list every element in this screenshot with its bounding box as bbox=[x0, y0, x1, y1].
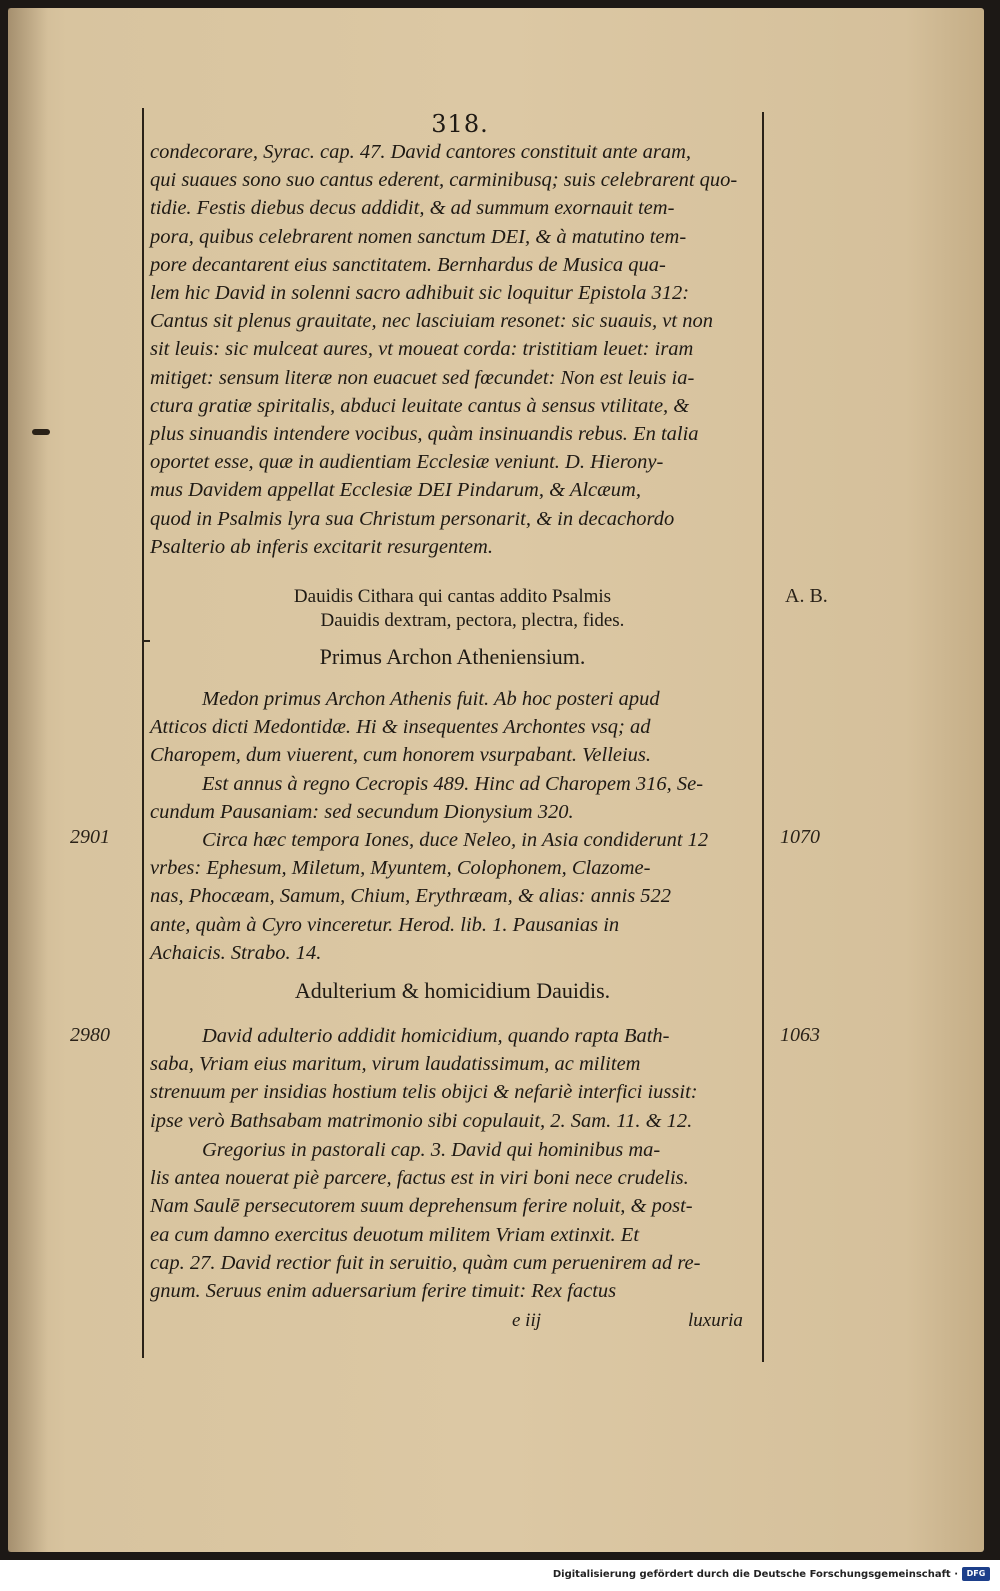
left-rule bbox=[142, 108, 144, 1358]
text-line: Gregorius in pastorali cap. 3. David qui hominibus ma- bbox=[202, 1139, 661, 1161]
signature-mark: e iij bbox=[512, 1310, 542, 1331]
text-line: cundum Pausaniam: sed secundum Dionysium 320. bbox=[150, 801, 574, 824]
verse-line: Dauidis Cithara qui cantas addito Psalmis bbox=[293, 586, 612, 607]
text-line: lis antea nouerat piè parcere, factus est in viri boni nece crudelis. bbox=[150, 1167, 689, 1190]
margin-year-2980: 2980 bbox=[70, 1024, 110, 1046]
text-line: Medon primus Archon Athenis fuit. Ab hoc posteri apud bbox=[202, 688, 660, 710]
text-line: ipse verò Bathsabam matrimonio sibi copulauit, 2. Sam. 11. & 12. bbox=[150, 1109, 693, 1132]
text-line: saba, Vriam eius maritum, virum laudatissimum, ac militem bbox=[150, 1053, 641, 1076]
text-line: quod in Psalmis lyra sua Christum personarit, & in decachordo bbox=[150, 507, 675, 530]
text-line: Est annus à regno Cecropis 489. Hinc ad Charopem 316, Se- bbox=[202, 773, 704, 795]
paragraph-bathsaba bbox=[150, 1022, 755, 1135]
margin-year-2901: 2901 bbox=[70, 826, 110, 848]
paragraph-iones bbox=[150, 826, 755, 967]
text-line: gnum. Seruus enim aduersarium ferire timuit: Rex factus bbox=[150, 1280, 617, 1303]
verse-line: Dauidis dextram, pectora, plectra, fides. bbox=[320, 610, 625, 631]
text-line: strenuum per insidias hostium telis obijci & nefariè interfici iussit: bbox=[150, 1081, 698, 1104]
right-rule bbox=[762, 112, 764, 1362]
paragraph-david-music bbox=[150, 138, 755, 561]
page-number: 318. bbox=[431, 110, 489, 138]
text-line: Circa hæc tempora Iones, duce Neleo, in Asia condiderunt 12 bbox=[202, 829, 709, 851]
text-line: oportet esse, quæ in audientiam Ecclesiæ veniunt. D. Hierony- bbox=[150, 451, 664, 474]
text-line: Achaicis. Strabo. 14. bbox=[150, 941, 322, 964]
text-line: ea cum damno exercitus deuotum militem Vriam extinxit. Et bbox=[150, 1223, 640, 1246]
margin-year-1070: 1070 bbox=[780, 826, 820, 848]
paragraph-gregorius bbox=[150, 1136, 755, 1305]
text-line: tidie. Festis diebus decus addidit, & ad summum exornauit tem- bbox=[150, 197, 675, 220]
section-divider bbox=[142, 640, 150, 642]
footer-credit: Digitalisierung gefördert durch die Deutsche Forschungsgemeinschaft · bbox=[552, 1569, 958, 1580]
text-line: condecorare, Syrac. cap. 47. David cantores constituit ante aram, bbox=[150, 141, 692, 163]
paragraph-medon bbox=[150, 685, 755, 770]
text-line: Cantus sit plenus grauitate, nec lasciuiam resonet: sic suauis, vt non bbox=[150, 310, 713, 333]
text-line: nas, Phocæam, Samum, Chium, Erythræam, & alias: annis 522 bbox=[150, 885, 672, 908]
paragraph-cecrops bbox=[150, 770, 755, 826]
text-line: mitiget: sensum literæ non euacuet sed fœcundet: Non est leuis ia- bbox=[150, 366, 695, 389]
text-line: ante, quàm à Cyro vinceretur. Herod. lib. 1. Pausanias in bbox=[150, 913, 620, 936]
text-line: Nam Saulē persecutorem suum deprehensum ferire noluit, & post- bbox=[150, 1195, 693, 1218]
text-line: pora, quibus celebrarent nomen sanctum DEI, & à matutino tem- bbox=[150, 225, 687, 248]
text-line: plus sinuandis intendere vocibus, quàm insinuandis rebus. En talia bbox=[150, 423, 699, 446]
text-line: qui suaues sono suo cantus ederent, carminibusq; suis celebrarent quo- bbox=[150, 169, 738, 192]
catchword: luxuria bbox=[688, 1310, 743, 1331]
section-heading-archon: Primus Archon Atheniensium. bbox=[319, 644, 586, 669]
text-line: vrbes: Ephesum, Miletum, Myuntem, Colophonem, Clazome- bbox=[150, 857, 651, 880]
text-line: ctura gratiæ spiritalis, abduci leuitate cantus à sensus vtilitate, & bbox=[150, 394, 690, 417]
text-line: Atticos dicti Medontidæ. Hi & insequentes Archontes vsq; ad bbox=[150, 716, 651, 739]
footer-bar bbox=[0, 1560, 1000, 1591]
verse-couplet bbox=[150, 585, 755, 633]
dfg-logo: DFG bbox=[962, 1567, 990, 1581]
text-line: mus Davidem appellat Ecclesiæ DEI Pindarum, & Alcæum, bbox=[150, 479, 641, 502]
margin-note-ab: A. B. bbox=[785, 585, 828, 607]
text-line: Psalterio ab inferis excitarit resurgentem. bbox=[150, 535, 493, 558]
text-line: sit leuis: sic mulceat aures, vt moueat corda: tristitiam leuet: iram bbox=[150, 338, 694, 361]
gutter-shadow bbox=[8, 8, 48, 1552]
margin-year-1063: 1063 bbox=[780, 1024, 820, 1046]
ink-blot bbox=[32, 429, 50, 435]
text-line: cap. 27. David rectior fuit in seruitio, quàm cum peruenirет ad re- bbox=[150, 1251, 701, 1274]
section-heading-adulterium: Adulterium & homicidium Dauidis. bbox=[294, 978, 611, 1003]
text-line: lem hic David in solenni sacro adhibuit sic loquitur Epistola 312: bbox=[150, 282, 690, 305]
text-line: David adulterio addidit homicidium, quando rapta Bath- bbox=[202, 1025, 670, 1047]
text-line: Charopem, dum viuerent, cum honorem vsurpabant. Velleius. bbox=[150, 744, 652, 767]
text-line: pore decantarent eius sanctitatem. Bernhardus de Musica qua- bbox=[150, 253, 666, 276]
